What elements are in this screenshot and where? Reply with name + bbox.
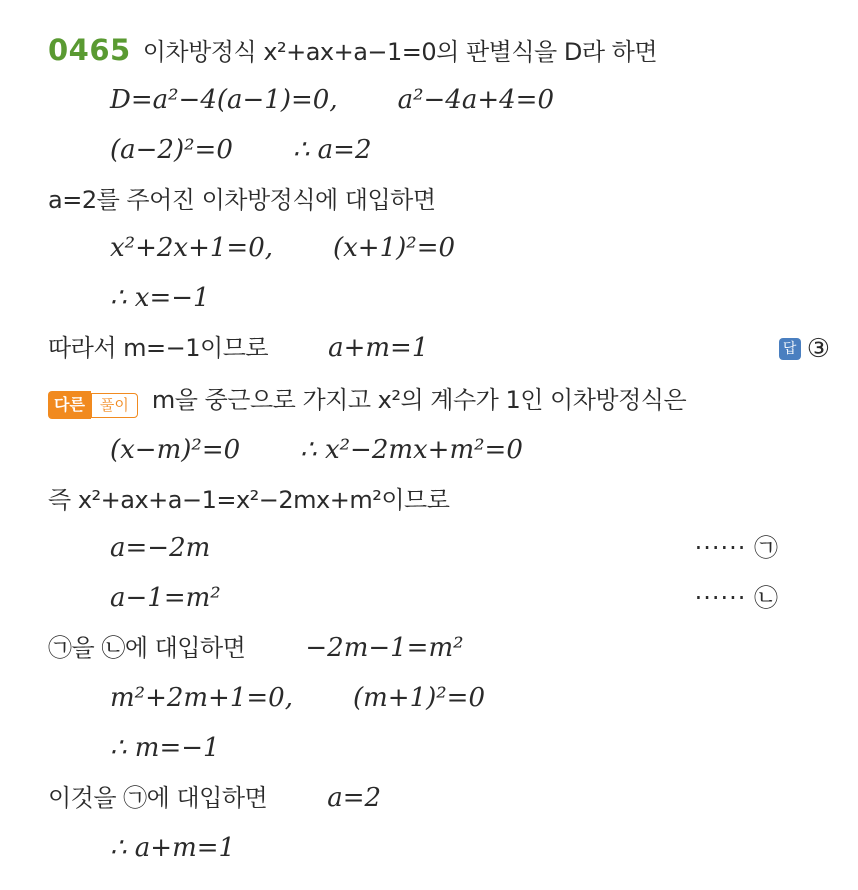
quadratic-x: x²+2x+1=0, — [110, 233, 273, 263]
eq-a-second: a−1=m² — [110, 583, 221, 613]
eq-a-first: a=−2m — [110, 533, 211, 563]
final-sum: ∴ a+m=1 — [110, 833, 236, 863]
factored-x: (x+1)²=0 — [333, 233, 456, 263]
result-x: ∴ x=−1 — [110, 283, 210, 313]
text-line-12 — [48, 628, 830, 668]
expanded-expr: a²−4a+4=0 — [397, 85, 554, 115]
expanded-double-root: ∴ x²−2mx+m²=0 — [300, 435, 523, 465]
quadratic-m: m²+2m+1=0, — [110, 683, 293, 713]
answer-value: ③ — [806, 334, 830, 364]
marker-1-symbol: ㉠ — [754, 534, 778, 562]
problem-header — [48, 30, 830, 70]
alt-tag-label-1: 다른 — [48, 391, 91, 419]
result-m: ∴ m=−1 — [110, 733, 220, 763]
substitute-eq-text: ㉠을 ㉡에 대입하면 — [48, 634, 246, 662]
eq-line-10 — [110, 528, 778, 568]
square-expr: (a−2)²=0 — [110, 135, 233, 165]
eq-line-8 — [110, 430, 830, 470]
text-line-9 — [48, 480, 830, 520]
text-line-6 — [48, 328, 830, 368]
eq-line-1 — [110, 80, 830, 120]
eq-line-14 — [110, 728, 830, 768]
problem-number: 0465 — [48, 33, 131, 67]
marker-2: ······ ㉡ — [694, 584, 778, 612]
eq-line-11 — [110, 578, 778, 618]
alt-solution-line — [48, 380, 830, 420]
factored-m: (m+1)²=0 — [352, 683, 486, 713]
sum-result: a+m=1 — [328, 333, 429, 363]
eq-line-5 — [110, 278, 830, 318]
alt-tag-label-2: 풀이 — [91, 393, 138, 418]
answer — [779, 328, 830, 369]
therefore-text: 따라서 m=−1이므로 — [48, 334, 269, 362]
substitute-text: a=2를 주어진 이차방정식에 대입하면 — [48, 186, 436, 214]
eq-line-4 — [110, 228, 830, 268]
alt-intro: m을 중근으로 가지고 x²의 계수가 1인 이차방정식은 — [151, 386, 687, 414]
eq-line-13 — [110, 678, 830, 718]
problem-intro: 이차방정식 x²+ax+a−1=0의 판별식을 D라 하면 — [142, 38, 658, 66]
substitute-back-text: 이것을 ㉠에 대입하면 — [48, 784, 268, 812]
discriminant-expr: D=a²−4(a−1)=0, — [110, 85, 338, 115]
eq-line-16 — [110, 828, 830, 868]
text-line-15 — [48, 778, 830, 818]
alt-solution-tag — [48, 382, 138, 422]
marker-1: ······ ㉠ — [694, 534, 778, 562]
marker-2-symbol: ㉡ — [754, 584, 778, 612]
answer-badge: 답 — [779, 338, 801, 360]
result-a: ∴ a=2 — [292, 135, 372, 165]
result-a-again: a=2 — [327, 783, 382, 813]
eq-line-2 — [110, 130, 830, 170]
substituted-eq: −2m−1=m² — [305, 633, 464, 663]
double-root-eq: (x−m)²=0 — [110, 435, 241, 465]
compare-coeff-text: 즉 x²+ax+a−1=x²−2mx+m²이므로 — [48, 486, 450, 514]
text-line-3 — [48, 180, 830, 220]
